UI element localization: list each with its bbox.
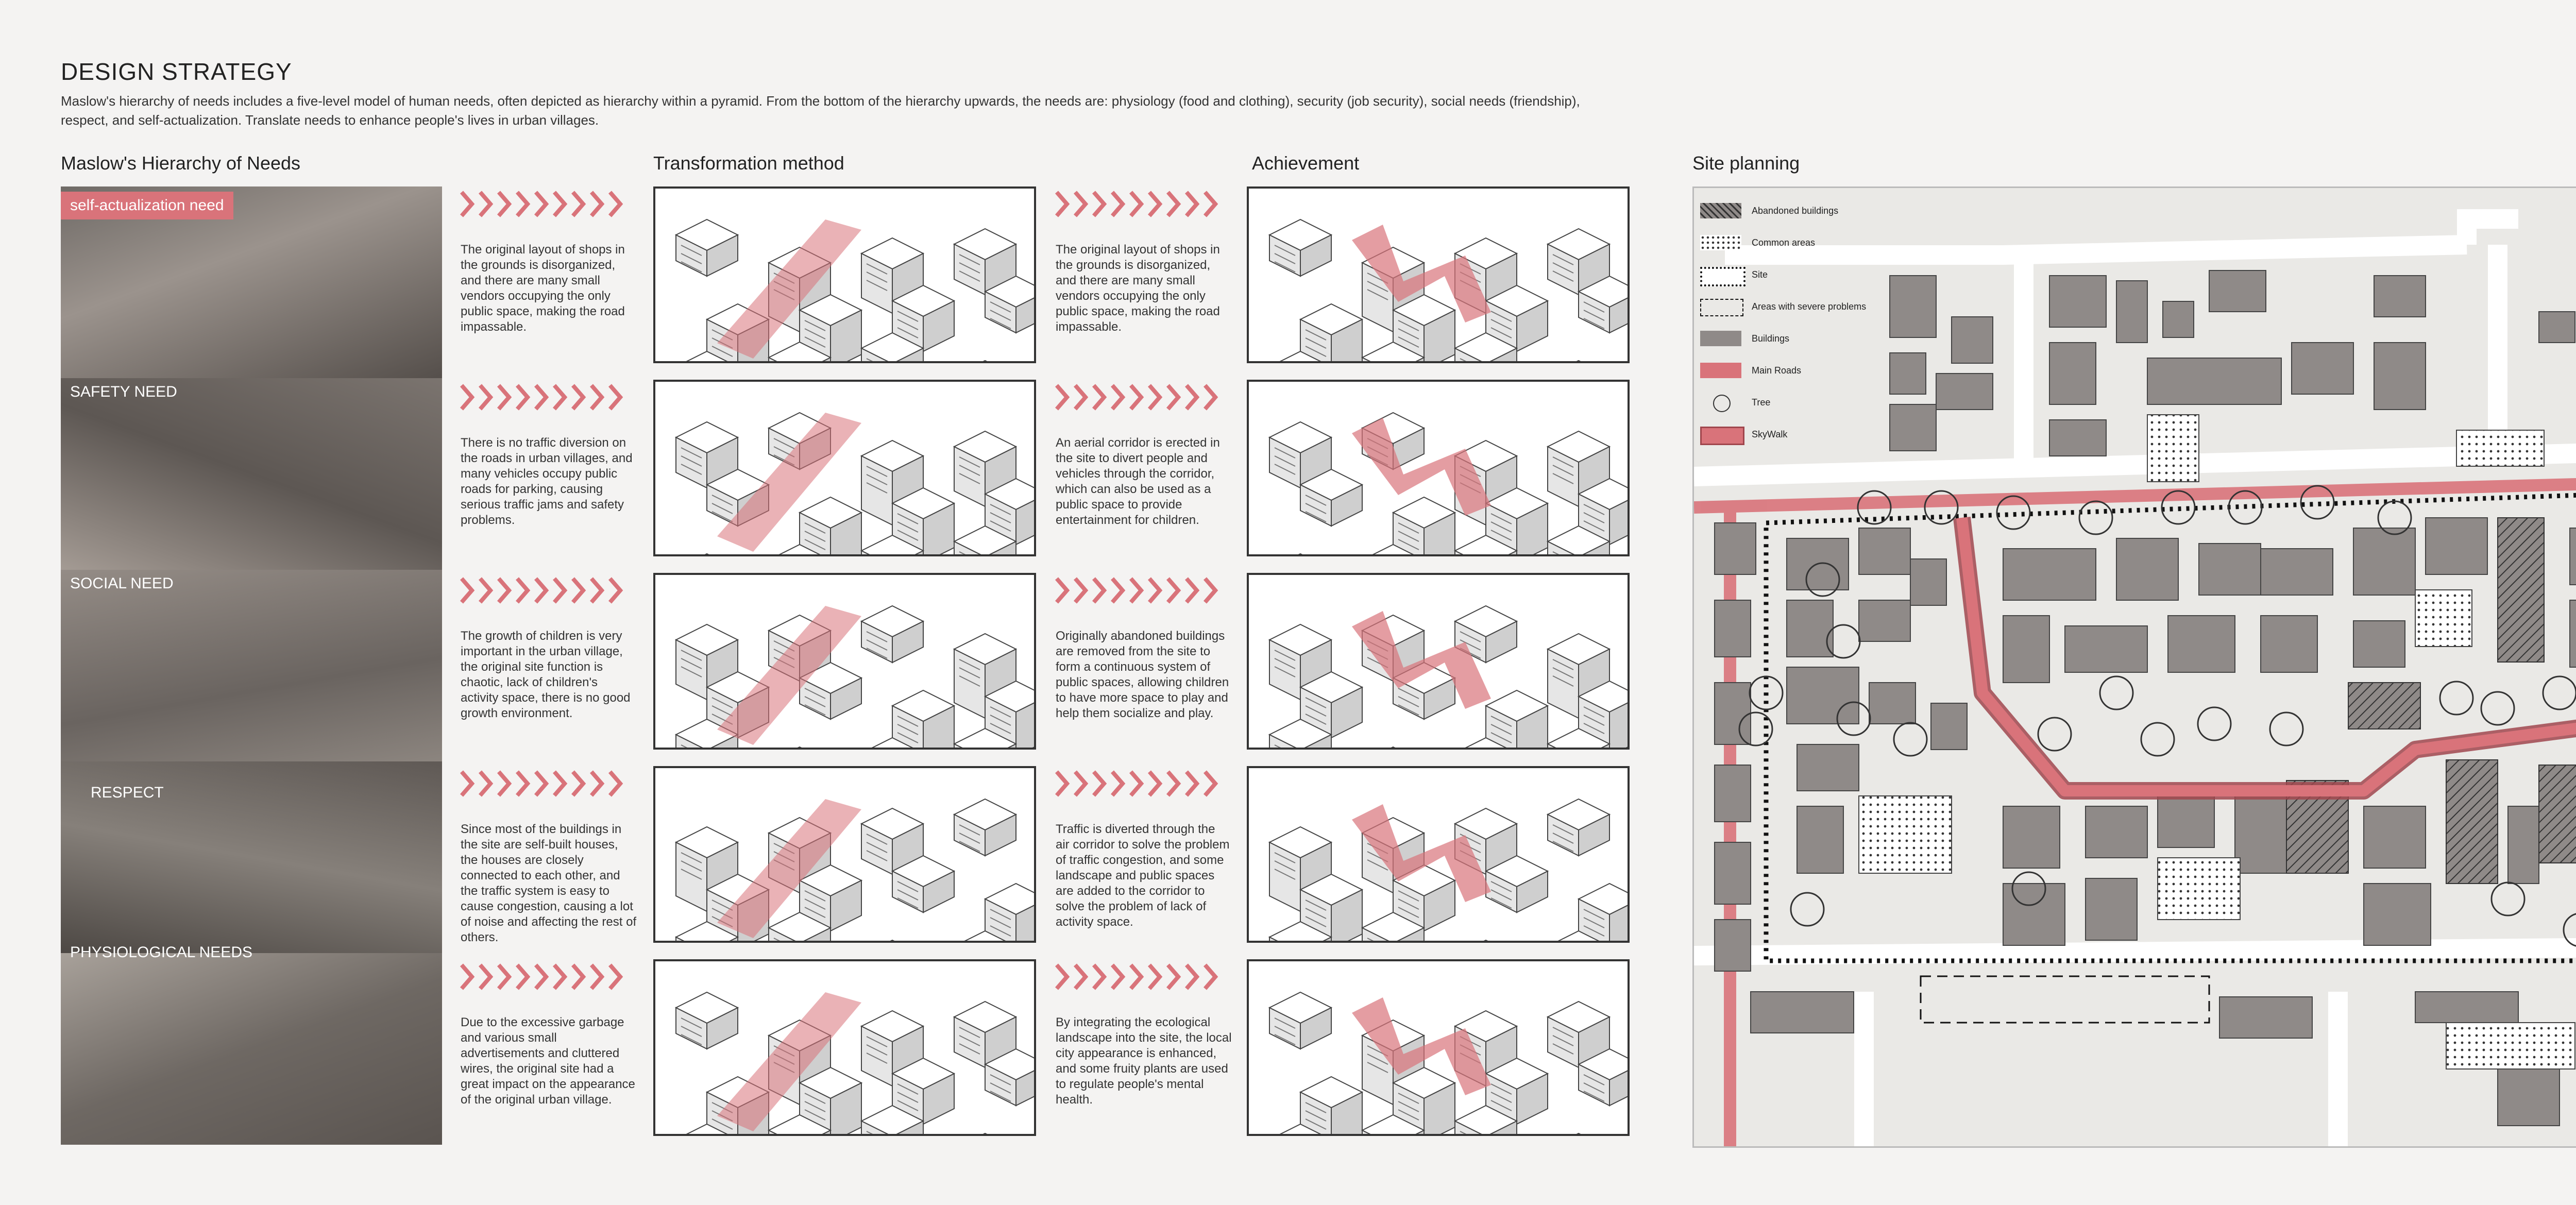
problem-area (1921, 976, 2209, 1023)
chevron-arrows-transformation (459, 575, 634, 605)
chevron-arrows-achievement (1054, 382, 1229, 412)
intro-text: Maslow's hierarchy of needs includes a five-level model of human needs, often depicted as hierarchy within a pyramid. From the bottom of the hierarchy upwards, the needs are: physiology (food and clothing), security (job security), social needs (friendship), respect, and self-actualization. Translate needs to enhance people's lives in urban villages. (61, 93, 1580, 128)
kids-group-photo (61, 570, 442, 761)
transformation-description: Since most of the buildings in the site are self-built houses, the houses are closely connected to each other, and the traffic system is easy to cause congestion, causing a lot of noise and affecting the rest of others. (461, 822, 637, 944)
transformation-axonometric-3 (653, 573, 1036, 750)
transformation-description: There is no traffic diversion on the roads in urban villages, and many vehicles occupy public roads for parking, causing serious traffic jams and safety problems. (461, 436, 633, 527)
achievement-description: An aerial corridor is erected in the site to divert people and vehicles through the corridor, which can also be used as a public space to provide entertainment for children. (1056, 436, 1220, 527)
transformation-heading: Transformation method (653, 152, 844, 174)
transformation-axonometric-1 (653, 186, 1036, 363)
site-plan (1692, 186, 2576, 1148)
transformation-description: The growth of children is very important in the urban village, the original site function is chaotic, lack of children's activity space, there is no good growth environment. (461, 629, 631, 720)
legend-swatch (1713, 395, 1731, 412)
legend-swatch (1700, 363, 1741, 378)
legend-label: Tree (1752, 397, 1771, 408)
maslow-heading: Maslow's Hierarchy of Needs (61, 152, 301, 174)
legend-swatch (1700, 331, 1741, 346)
transformation-description: Due to the excessive garbage and various small advertisements and cluttered wires, the original site had a great impact on the appearance of the original urban village. (461, 1015, 635, 1107)
transformation-axonometric-5 (653, 959, 1036, 1136)
page-title: DESIGN STRATEGY (61, 58, 292, 85)
legend-label: Areas with severe problems (1752, 301, 1867, 312)
achievement-description: The original layout of shops in the grounds is disorganized, and there are many small vendors occupying the only public space, making the road impassable. (1056, 243, 1220, 334)
achievement-description: Originally abandoned buildings are removed from the site to form a continuous system of public spaces, allowing children to have more space to play and help them socialize and play. (1056, 629, 1229, 720)
chevron-arrows-transformation (459, 189, 634, 219)
need-label-respect: RESPECT (91, 784, 164, 801)
achievement-heading: Achievement (1252, 152, 1360, 174)
children-photo (61, 378, 442, 570)
legend-label: Buildings (1752, 333, 1790, 344)
chevron-arrows-achievement (1054, 769, 1229, 799)
transformation-axonometric-2 (653, 380, 1036, 556)
legend-label: Abandoned buildings (1752, 206, 1839, 216)
chevron-arrows-transformation (459, 769, 634, 799)
transformation-axonometric-4 (653, 766, 1036, 943)
need-label-physiological: PHYSIOLOGICAL NEEDS (70, 944, 252, 961)
achievement-axonometric-5 (1247, 959, 1630, 1136)
transformation-description: The original layout of shops in the grounds is disorganized, and there are many small vendors occupying the only public space, making the road impassable. (461, 243, 625, 334)
need-label-safety: SAFETY NEED (70, 383, 177, 400)
need-label-social: SOCIAL NEED (70, 575, 174, 592)
achievement-description: By integrating the ecological landscape into the site, the local city appearance is enhanced, and some fruity plants are used to regulate people's mental health. (1056, 1015, 1232, 1107)
legend-label: Common areas (1752, 237, 1816, 248)
chevron-arrows-transformation (459, 382, 634, 412)
achievement-axonometric-3 (1247, 573, 1630, 750)
chevron-arrows-achievement (1054, 575, 1229, 605)
chevron-arrows-achievement (1054, 189, 1229, 219)
legend-swatch (1700, 203, 1741, 218)
chevron-arrows-transformation (459, 962, 634, 992)
legend-label: SkyWalk (1752, 429, 1788, 439)
garbage-photo (61, 953, 442, 1145)
achievement-axonometric-1 (1247, 186, 1630, 363)
legend-label: Main Roads (1752, 365, 1802, 376)
map-legend (1700, 200, 1870, 468)
legend-swatch (1700, 299, 1743, 316)
achievement-description: Traffic is diverted through the air corridor to solve the problem of traffic congestion, and some landscape and public spaces are added to the corridor to solve the problem of lack of activity space. (1056, 822, 1230, 929)
chevron-arrows-achievement (1054, 962, 1229, 992)
achievement-axonometric-4 (1247, 766, 1630, 943)
need-label-self-actualization: self-actualization need (61, 192, 233, 219)
legend-swatch (1700, 235, 1741, 250)
maslow-photo-strip (61, 186, 442, 1145)
legend-swatch (1700, 267, 1745, 286)
legend-swatch (1700, 427, 1744, 445)
legend-label: Site (1752, 269, 1768, 280)
achievement-axonometric-2 (1247, 380, 1630, 556)
site-heading: Site planning (1692, 152, 1800, 174)
